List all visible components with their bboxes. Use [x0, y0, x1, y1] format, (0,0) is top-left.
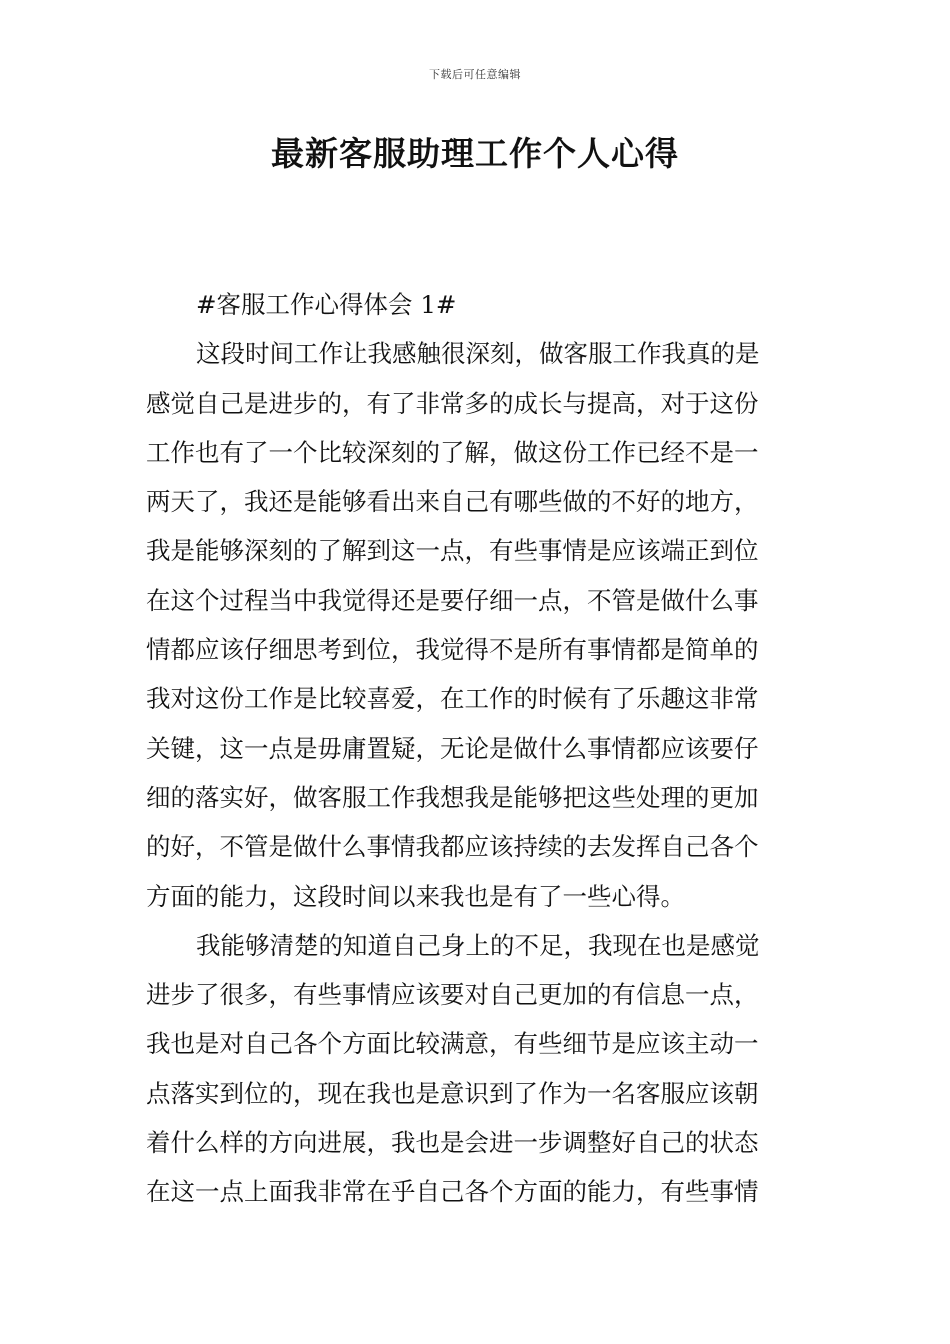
header-note: 下载后可任意编辑 [429, 68, 521, 81]
document-body [146, 280, 808, 1217]
paragraph-line: 的好，不管是做什么事情我都应该持续的去发挥自己各个 [146, 832, 759, 862]
paragraph-line: 方面的能力，这段时间以来我也是有了一些心得。 [146, 881, 685, 911]
paragraph-line: 情都应该仔细思考到位，我觉得不是所有事情都是简单的 [146, 635, 759, 665]
paragraph-line: 着什么样的方向进展，我也是会进一步调整好自己的状态 [146, 1128, 759, 1158]
section-heading: #客服工作心得体会 1# [196, 290, 457, 319]
paragraph-line: 细的落实好，做客服工作我想我是能够把这些处理的更加 [146, 782, 759, 812]
paragraph-line: 在这个过程当中我觉得还是要仔细一点，不管是做什么事 [146, 585, 759, 615]
paragraph-line: 我能够清楚的知道自己身上的不足，我现在也是感觉 [196, 930, 760, 960]
paragraph-line: 点落实到位的，现在我也是意识到了作为一名客服应该朝 [146, 1078, 759, 1108]
document-title: 最新客服助理工作个人心得 [271, 134, 679, 173]
paragraph-2 [146, 921, 808, 1217]
paragraph-line: 这段时间工作让我感触很深刻，做客服工作我真的是 [196, 339, 760, 369]
paragraph-line: 进步了很多，有些事情应该要对自己更加的有信息一点， [146, 980, 759, 1010]
paragraph-line: 在这一点上面我非常在乎自己各个方面的能力，有些事情 [146, 1177, 759, 1207]
paragraph-line: 我是能够深刻的了解到这一点，有些事情是应该端正到位 [146, 536, 759, 566]
paragraph-line: 感觉自己是进步的，有了非常多的成长与提高，对于这份 [146, 388, 759, 418]
paragraph-line: 关键，这一点是毋庸置疑，无论是做什么事情都应该要仔 [146, 733, 759, 763]
paragraph-line: 工作也有了一个比较深刻的了解，做这份工作已经不是一 [146, 437, 759, 467]
paragraph-line: 我也是对自己各个方面比较满意，有些细节是应该主动一 [146, 1029, 759, 1059]
paragraph-line: 我对这份工作是比较喜爱，在工作的时候有了乐趣这非常 [146, 684, 759, 714]
paragraph-1 [146, 329, 808, 921]
paragraph-line: 两天了，我还是能够看出来自己有哪些做的不好的地方， [146, 487, 759, 517]
